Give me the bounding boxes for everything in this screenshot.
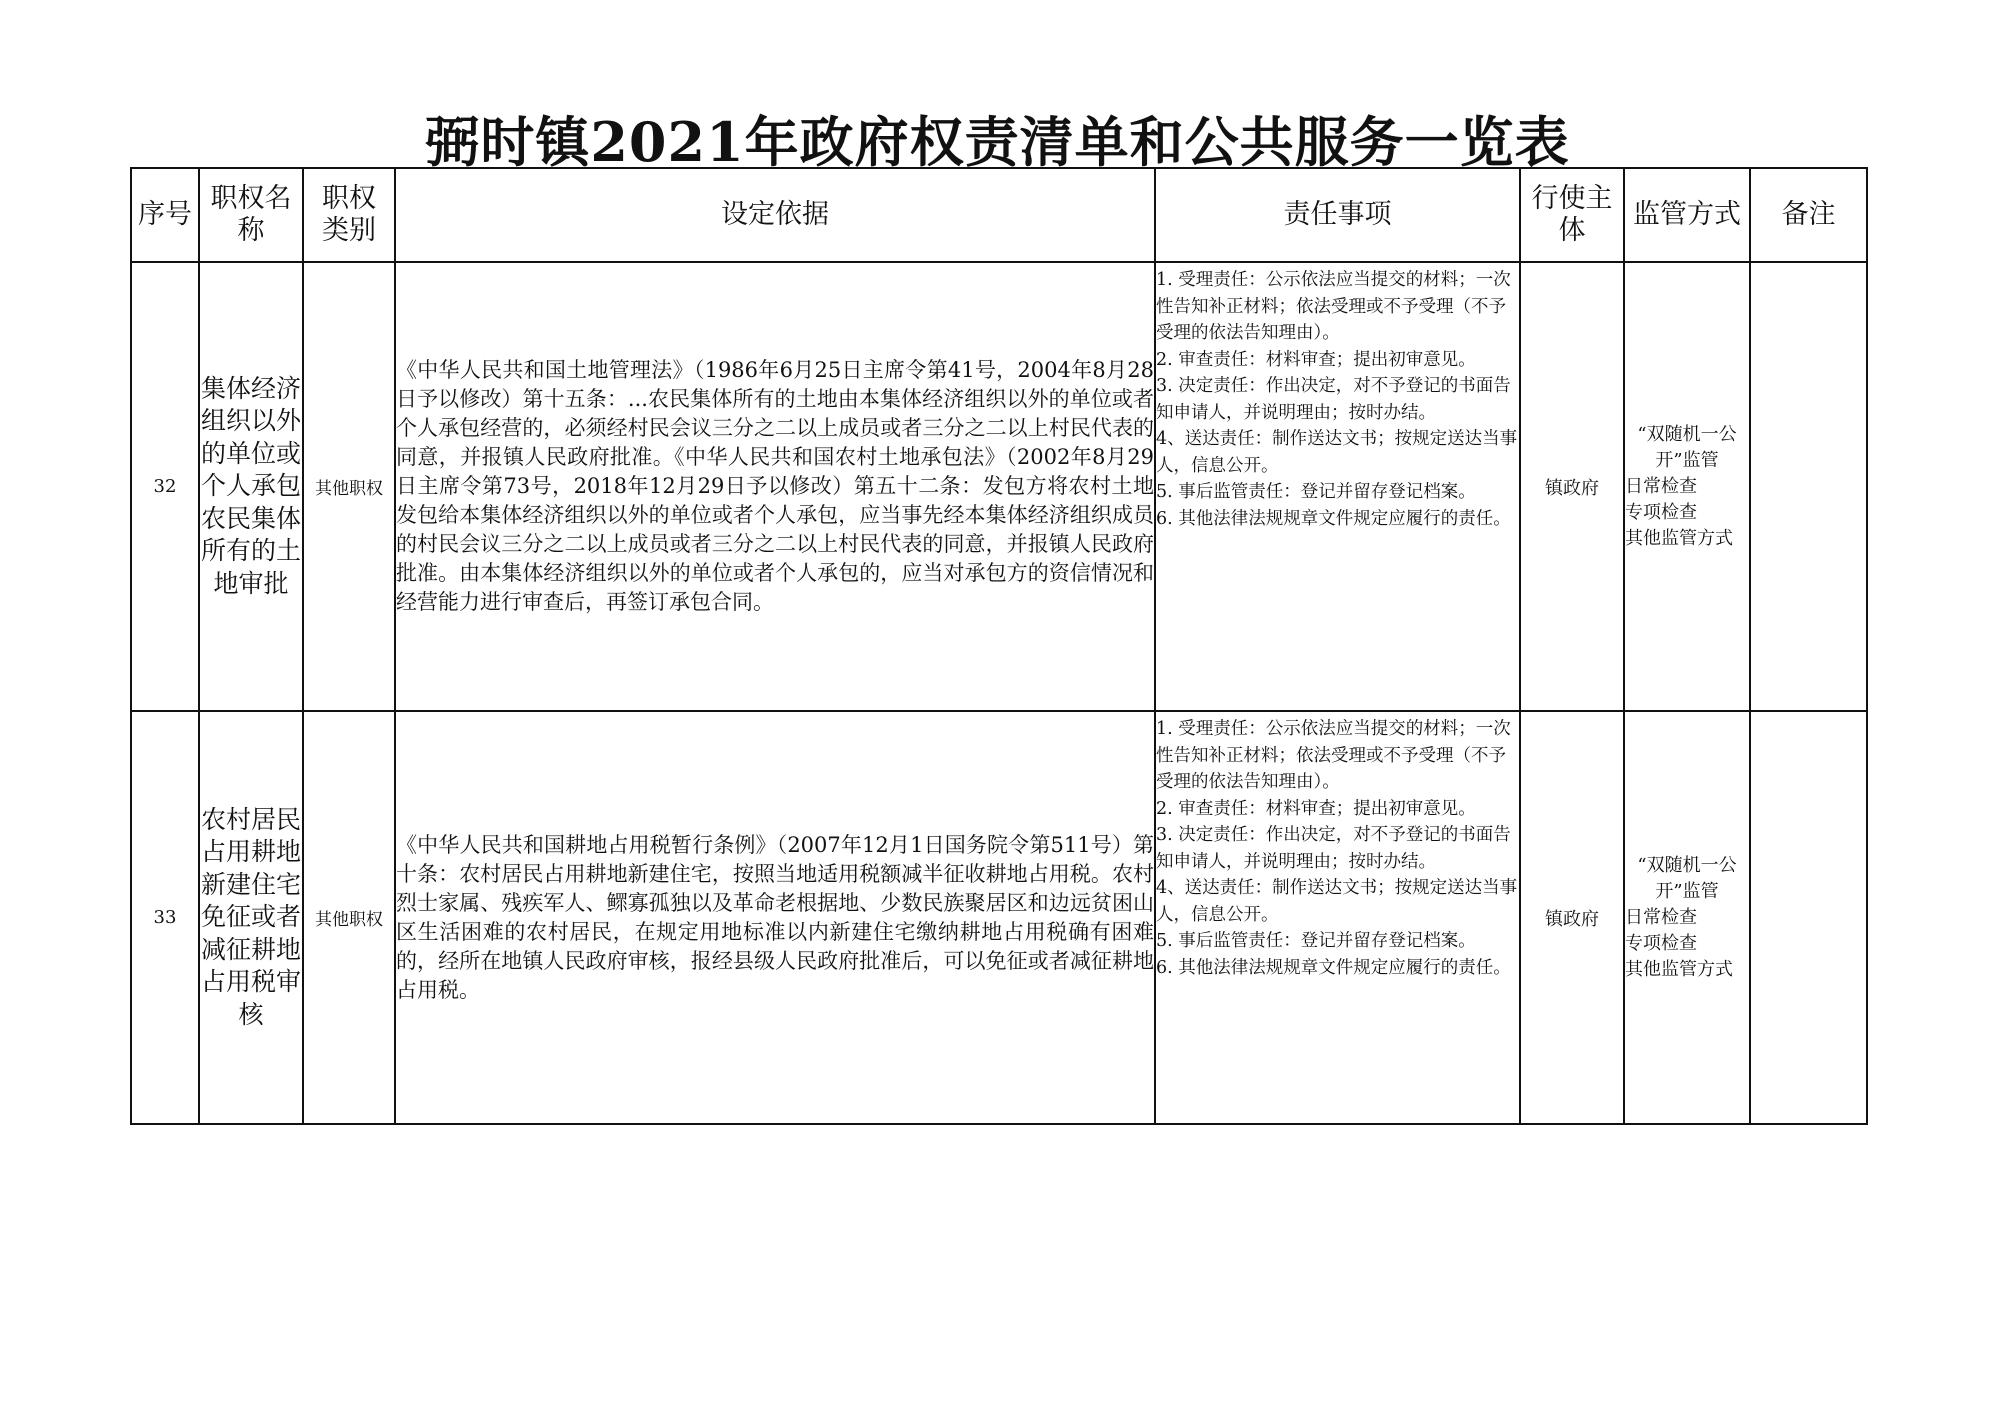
header-basis: 设定依据 (395, 168, 1155, 262)
supervision-item: “双随机一公开”监管 (1637, 854, 1737, 902)
header-supervision: 监管方式 (1624, 168, 1750, 262)
responsibility-item: 6. 其他法律法规规章文件规定应履行的责任。 (1156, 957, 1511, 978)
responsibility-item: 2. 审查责任：材料审查；提出初审意见。 (1156, 349, 1476, 370)
header-subject: 行使主体 (1520, 168, 1624, 262)
row-subject: 镇政府 (1520, 262, 1624, 711)
responsibility-item: 4、送达责任：制作送达文书；按规定送达当事人，信息公开。 (1156, 429, 1518, 476)
supervision-item: 其他监管方式 (1625, 958, 1733, 980)
row-authority-type: 其他职权 (303, 711, 395, 1124)
row-remarks (1750, 262, 1867, 711)
header-name: 职权名称 (199, 168, 303, 262)
responsibility-item: 2. 审查责任：材料审查；提出初审意见。 (1156, 798, 1476, 819)
responsibility-item: 1. 受理责任：公示依法应当提交的材料；一次性告知补正材料；依法受理或不予受理（不予受理的依法告知理由）。 (1156, 270, 1511, 343)
row-authority-name: 集体经济组织以外的单位或个人承包农民集体所有的土地审批 (199, 262, 303, 711)
row-supervision (1624, 262, 1750, 711)
row-remarks (1750, 711, 1867, 1124)
supervision-item: 专项检查 (1625, 932, 1697, 954)
responsibility-item: 3. 决定责任：作出决定，对不予登记的书面告知申请人，并说明理由；按时办结。 (1156, 825, 1511, 872)
supervision-item: “双随机一公开”监管 (1637, 423, 1737, 471)
table-row (131, 711, 1867, 1124)
row-supervision (1624, 711, 1750, 1124)
row-authority-type: 其他职权 (303, 262, 395, 711)
row-legal-basis: 《中华人民共和国耕地占用税暂行条例》（2007年12月1日国务院令第511号）第十条：农村居民占用耕地新建住宅，按照当地适用税额减半征收耕地占用税。农村烈士家属、残疾军人、鳏寡孤独以及革命老根据地、少数民族聚居区和边远贫困山区生活困难的农村居民，在规定用地标准以内新建住宅缴纳耕地占用税确有困难的，经所在地镇人民政府审核，报经县级人民政府批准后，可以免征或者减征耕地占用税。 (395, 711, 1155, 1124)
authority-table (130, 167, 1868, 1125)
row-seq: 33 (131, 711, 199, 1124)
header-seq: 序号 (131, 168, 199, 262)
header-row (131, 168, 1867, 262)
row-legal-basis: 《中华人民共和国土地管理法》（1986年6月25日主席令第41号，2004年8月28日予以修改）第十五条：...农民集体所有的土地由本集体经济组织以外的单位或者个人承包经营的，必须经村民会议三分之二以上成员或者三分之二以上村民代表的同意，并报镇人民政府批准。《中华人民共和国农村土地承包法》（2002年8月29日主席令第73号，2018年12月29日予以修改）第五十二条：发包方将农村土地发包给本集体经济组织以外的单位或者个人承包，应当事先经本集体经济组织成员的村民会议三分之二以上成员或者三分之二以上村民代表的同意，并报镇人民政府批准。由本集体经济组织以外的单位或者个人承包的，应当对承包方的资信情况和经营能力进行审查后，再签订承包合同。 (395, 262, 1155, 711)
header-responsibility: 责任事项 (1155, 168, 1520, 262)
responsibility-item: 5. 事后监管责任：登记并留存登记档案。 (1156, 931, 1476, 951)
responsibility-item: 4、送达责任：制作送达文书；按规定送达当事人，信息公开。 (1156, 878, 1518, 925)
responsibility-item: 3. 决定责任：作出决定，对不予登记的书面告知申请人，并说明理由；按时办结。 (1156, 376, 1511, 423)
responsibility-item: 6. 其他法律法规规章文件规定应履行的责任。 (1156, 508, 1511, 529)
row-responsibility (1155, 711, 1520, 1124)
table-row (131, 262, 1867, 711)
page-title: 弼时镇2021年政府权责清单和公共服务一览表 (425, 110, 1570, 174)
responsibility-item: 1. 受理责任：公示依法应当提交的材料；一次性告知补正材料；依法受理或不予受理（不予受理的依法告知理由）。 (1156, 719, 1511, 792)
supervision-item: 日常检查 (1625, 475, 1697, 497)
row-seq: 32 (131, 262, 199, 711)
supervision-item: 专项检查 (1625, 501, 1697, 523)
supervision-item: 其他监管方式 (1625, 527, 1733, 549)
row-subject: 镇政府 (1520, 711, 1624, 1124)
header-type: 职权类别 (303, 168, 395, 262)
responsibility-item: 5. 事后监管责任：登记并留存登记档案。 (1156, 482, 1476, 502)
supervision-item: 日常检查 (1625, 906, 1697, 928)
header-remarks: 备注 (1750, 168, 1867, 262)
row-responsibility (1155, 262, 1520, 711)
row-authority-name: 农村居民占用耕地新建住宅免征或者减征耕地占用税审核 (199, 711, 303, 1124)
